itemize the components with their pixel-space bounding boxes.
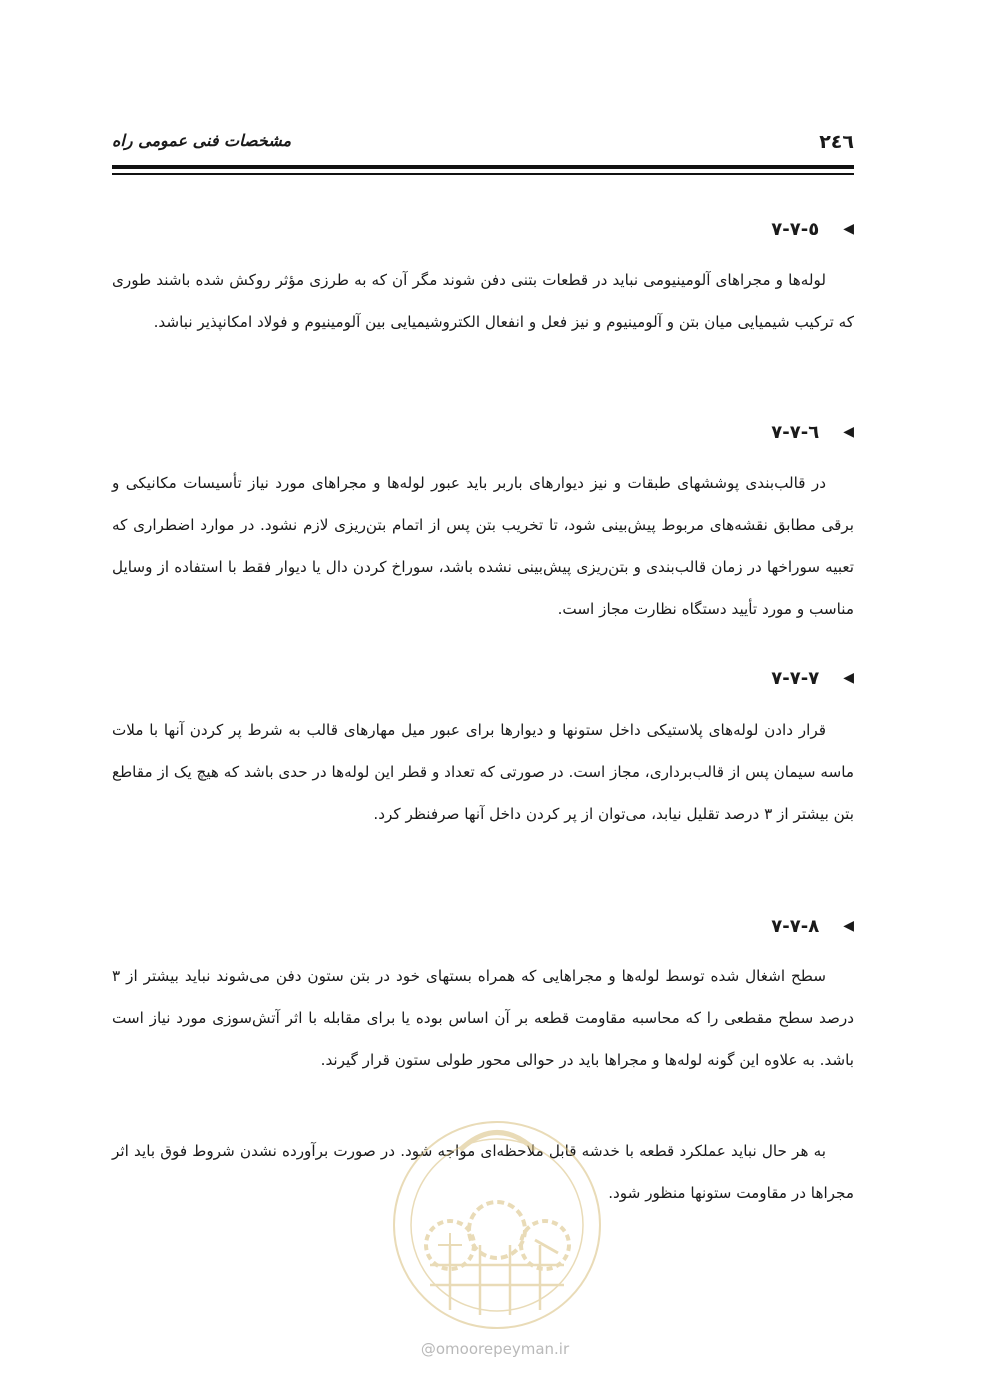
section-paragraph: سطح اشغال شده توسط لوله‌ها و مجراهایی که همراه بستهای خود در بتن ستون دفن می‌شوند نباید بیشتر از ۳ درصد سطح مقطعی را که محاسبه مقاومت قطعه بر آن اساس بوده یا برای مقابله با اثر آتش‌سوزی مورد نیاز است باشد. به علاوه این گونه لوله‌ها و مجراها باید در حوالی محور طولی ستون قرار گیرند. bbox=[112, 967, 854, 1069]
section-number: ٥-٧-٧ bbox=[771, 218, 820, 240]
section-paragraph: لوله‌ها و مجراهای آلومینیومی نباید در قطعات بتنی دفن شوند مگر آن که به طرزی مؤثر روکش شده باشند طوری که ترکیب شیمیایی میان بتن و آلومینیوم و نیز فعل و انفعال الکتروشیمیایی بین آلومینیوم و فولاد امکانپذیر نباشد. bbox=[112, 271, 854, 331]
section-heading bbox=[771, 912, 854, 940]
section-number: ٧-٧-٧ bbox=[771, 667, 820, 689]
header-rule-thick bbox=[112, 165, 854, 169]
bullet-triangle-icon: ◀ bbox=[843, 670, 854, 686]
bullet-triangle-icon: ◀ bbox=[843, 918, 854, 934]
section-heading bbox=[771, 215, 854, 243]
bullet-triangle-icon: ◀ bbox=[843, 221, 854, 237]
bullet-triangle-icon: ◀ bbox=[843, 424, 854, 440]
page-number: ۲٤٦ bbox=[819, 131, 854, 153]
section-paragraph: در قالب‌بندی پوششهای طبقات و نیز دیوارهای باربر باید عبور لوله‌ها و مجراهای مورد نیاز تأسیسات مکانیکی و برقی مطابق نقشه‌های مربوط پیش‌بینی شود، تا تخریب بتن پس از اتمام بتن‌ریزی لازم نشود. در موارد اضطراری که تعبیه سوراخها در زمان قالب‌بندی و بتن‌ریزی پیش‌بینی نشده باشد، سوراخ کردن دال یا دیوار فقط با استفاده از وسایل مناسب و مورد تأیید دستگاه نظارت مجاز است. bbox=[112, 474, 854, 618]
section-paragraph: قرار دادن لوله‌های پلاستیکی داخل ستونها و دیوارها برای عبور میل مهارهای قالب به شرط پر کردن آنها با ملات ماسه سیمان پس از قالب‌برداری، مجاز است. در صورتی که تعداد و قطر این لوله‌ها در حدی باشد که هیچ یک از مقاطع بتن بیشتر از ۳ درصد تقلیل نیابد، می‌توان از پر کردن داخل آنها صرفنظر کرد. bbox=[112, 721, 854, 823]
watermark-caption: @omoorepeyman.ir bbox=[420, 1340, 570, 1358]
running-title: مشخصات فنی عمومی راه bbox=[112, 131, 292, 150]
section-number: ٦-٧-٧ bbox=[771, 421, 820, 443]
watermark-seal-icon bbox=[390, 1095, 605, 1355]
page-header bbox=[112, 125, 854, 161]
section-number: ٨-٧-٧ bbox=[771, 915, 820, 937]
header-rule-thin bbox=[112, 173, 854, 175]
section-heading bbox=[771, 418, 854, 446]
section-paragraph: به هر حال نباید عملکرد قطعه با خدشه قابل ملاحظه‌ای مواجه شود. در صورت برآورده نشدن شروط فوق باید اثر مجراها در مقاومت ستونها منظور شود. bbox=[112, 1142, 854, 1202]
section-heading bbox=[771, 664, 854, 692]
